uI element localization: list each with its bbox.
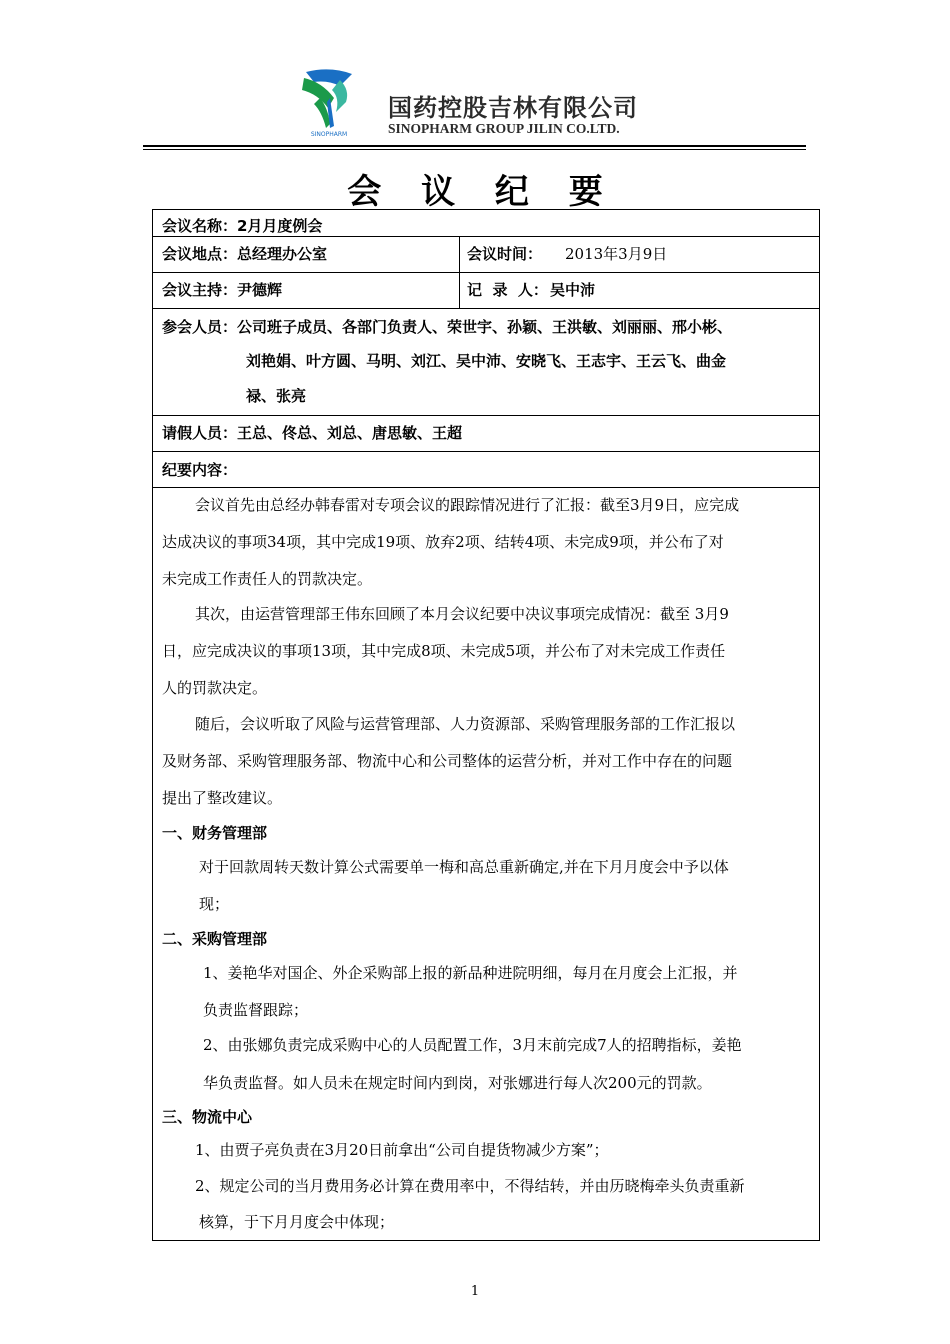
section-line: 华负责监督。如人员未在规定时间内到岗，对张娜进行每人次200元的罚款。 bbox=[203, 1074, 712, 1092]
paragraph-line: 未完成工作责任人的罚款决定。 bbox=[162, 570, 373, 588]
section-heading: 一、财务管理部 bbox=[162, 824, 268, 842]
absent-label: 请假人员： bbox=[162, 424, 238, 442]
paragraph-line: 人的罚款决定。 bbox=[162, 679, 268, 697]
location-value: 总经理办公室 bbox=[237, 245, 328, 263]
section-line: 2、由张娜负责完成采购中心的人员配置工作，3月末前完成7人的招聘指标，姜艳 bbox=[203, 1036, 742, 1054]
paragraph-line: 其次，由运营管理部王伟东回顾了本月会议纪要中决议事项完成情况：截至 3月9 bbox=[195, 605, 729, 623]
section-line: 负责监督跟踪； bbox=[203, 1001, 309, 1019]
header-rule-thin bbox=[143, 149, 806, 150]
meeting-name-value: 2月月度例会 bbox=[237, 217, 323, 235]
recorder-value: 吴中沛 bbox=[550, 281, 596, 299]
header-rule-thick bbox=[143, 145, 806, 147]
attendees-line: 刘艳娟、叶方圆、马明、刘江、吴中沛、安晓飞、王志宇、王云飞、曲金 bbox=[246, 352, 727, 370]
row-content-label bbox=[153, 451, 819, 488]
location-label: 会议地点： bbox=[162, 245, 238, 263]
row-host-recorder bbox=[153, 272, 819, 309]
paragraph-line: 提出了整改建议。 bbox=[162, 789, 283, 807]
recorder-label: 记 录 人： bbox=[467, 281, 548, 299]
paragraph-line: 日，应完成决议的事项13项，其中完成8项、未完成5项，并公布了对未完成工作责任 bbox=[162, 642, 726, 660]
minutes-table bbox=[152, 209, 820, 1241]
section-line: 2、规定公司的当月费用务必计算在费用率中，不得结转，并由历晓梅牵头负责重新 bbox=[195, 1177, 745, 1195]
attendees-line: 公司班子成员、各部门负责人、荣世宇、孙颖、王洪敏、刘丽丽、邢小彬、 bbox=[237, 318, 733, 336]
attendees-line: 禄、张亮 bbox=[246, 387, 307, 405]
time-label: 会议时间： bbox=[467, 245, 543, 263]
section-line: 现； bbox=[199, 895, 230, 913]
logo-text: SINOPHARM bbox=[310, 131, 348, 138]
paragraph-line: 及财务部、采购管理服务部、物流中心和公司整体的运营分析，并对工作中存在的问题 bbox=[162, 752, 733, 770]
document-title: 会 议 纪 要 bbox=[347, 172, 617, 212]
section-line: 1、姜艳华对国企、外企采购部上报的新品种进院明细，每月在月度会上汇报，并 bbox=[203, 964, 738, 982]
section-line: 核算，于下月月度会中体现； bbox=[199, 1213, 395, 1231]
section-line: 1、由贾子亮负责在3月20日前拿出“公司自提货物减少方案”； bbox=[195, 1141, 609, 1159]
host-label: 会议主持： bbox=[162, 281, 238, 299]
host-value: 尹德辉 bbox=[237, 281, 283, 299]
content-label: 纪要内容： bbox=[162, 461, 238, 479]
page-number: 1 bbox=[470, 1284, 480, 1299]
section-heading: 三、物流中心 bbox=[162, 1108, 253, 1126]
column-divider bbox=[459, 272, 460, 308]
section-line: 对于回款周转天数计算公式需要单一梅和高总重新确定,并在下月月度会中予以体 bbox=[199, 858, 729, 876]
absent-value: 王总、佟总、刘总、唐思敏、王超 bbox=[237, 424, 463, 442]
row-location-time bbox=[153, 236, 819, 273]
row-attendees bbox=[153, 308, 819, 416]
row-absent bbox=[153, 415, 819, 452]
company-name-en: SINOPHARM GROUP JILIN CO.LTD. bbox=[388, 121, 620, 136]
company-name-cn: 国药控股吉林有限公司 bbox=[388, 94, 638, 122]
row-meeting-name bbox=[153, 210, 819, 237]
time-value: 2013年3月9日 bbox=[565, 245, 668, 263]
section-heading: 二、采购管理部 bbox=[162, 930, 268, 948]
sinopharm-logo bbox=[300, 68, 358, 138]
paragraph-line: 会议首先由总经办韩春雷对专项会议的跟踪情况进行了汇报：截至3月9日，应完成 bbox=[195, 496, 740, 514]
paragraph-line: 随后，会议听取了风险与运营管理部、人力资源部、采购管理服务部的工作汇报以 bbox=[195, 715, 736, 733]
column-divider bbox=[459, 236, 460, 272]
paragraph-line: 达成决议的事项34项，其中完成19项、放弃2项、结转4项、未完成9项，并公布了对 bbox=[162, 533, 724, 551]
meeting-name-label: 会议名称： bbox=[162, 217, 238, 235]
attendees-label: 参会人员： bbox=[162, 318, 238, 336]
